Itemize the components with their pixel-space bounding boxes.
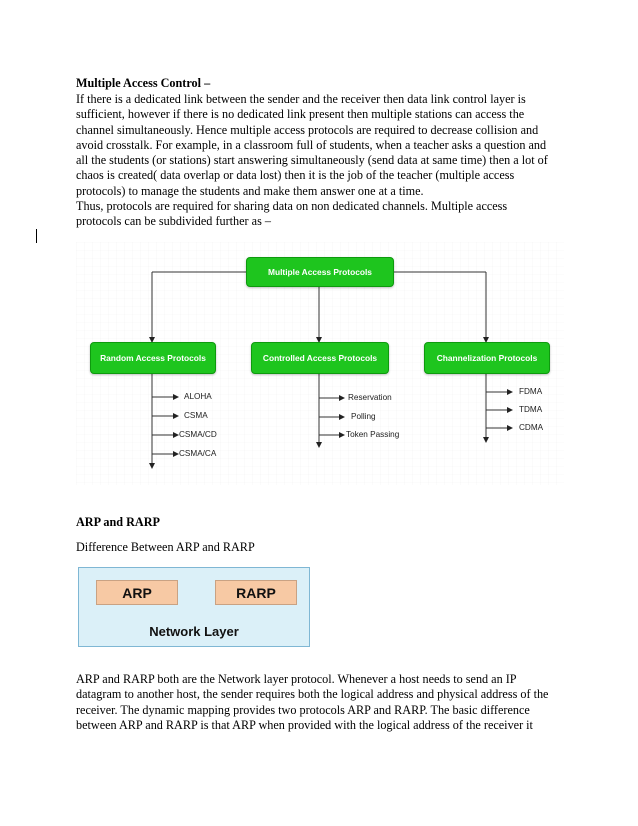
arp-rarp-figure: [78, 567, 310, 647]
mac-line: all the students (or stations) start answering simultaneously (send data at same time) then a lot of: [76, 153, 548, 168]
leaf-polling: Polling: [351, 412, 376, 421]
mac-line: protocols can be subdivided further as –: [76, 214, 271, 229]
rarp-box: RARP: [215, 580, 297, 605]
mac-paragraph: [76, 92, 576, 230]
mac-line: sufficient, however if there is no dedicated link present then multiple stations can access the: [76, 107, 525, 122]
mac-line: chaos is created( data overlap or data lost) then it is the job of the teacher (multiple access: [76, 168, 515, 183]
leaf-tdma: TDMA: [519, 405, 543, 414]
text-cursor: [36, 229, 37, 243]
arp-paragraph: [76, 672, 576, 733]
random-access-box: Random Access Protocols: [90, 342, 216, 374]
leaf-aloha: ALOHA: [184, 392, 212, 401]
arp-subheading: Difference Between ARP and RARP: [76, 540, 255, 554]
leaf-cdma: CDMA: [519, 423, 544, 432]
arp-line: ARP and RARP both are the Network layer protocol. Whenever a host needs to send an IP: [76, 672, 517, 686]
mac-line: avoid crosstalk. For example, in a classroom full of students, when a teacher asks a question and: [76, 137, 547, 152]
arp-line: between ARP and RARP is that ARP when provided with the logical address of the receiver it: [76, 717, 533, 732]
mac-line: protocols) to manage the students and make them answer one at a time.: [76, 183, 424, 198]
root-protocol-box: Multiple Access Protocols: [246, 257, 394, 287]
arp-line: datagram to another host, the sender requires both the logical address and physical address of the: [76, 687, 549, 702]
network-layer-label: Network Layer: [149, 624, 239, 639]
mac-line: If there is a dedicated link between the sender and the receiver then data link control layer is: [76, 92, 526, 106]
leaf-token-passing: Token Passing: [346, 430, 400, 439]
leaf-fdma: FDMA: [519, 387, 543, 396]
controlled-access-box: Controlled Access Protocols: [251, 342, 389, 374]
arp-box: ARP: [96, 580, 178, 605]
section-title-mac: Multiple Access Control –: [76, 76, 211, 90]
leaf-csma-cd: CSMA/CD: [179, 430, 217, 439]
multiple-access-diagram: [76, 242, 564, 485]
leaf-csma-ca: CSMA/CA: [179, 449, 217, 458]
leaf-reservation: Reservation: [348, 393, 392, 402]
arp-line: receiver. The dynamic mapping provides two protocols ARP and RARP. The basic difference: [76, 702, 530, 717]
mac-line: Thus, protocols are required for sharing data on non dedicated channels. Multiple access: [76, 199, 508, 214]
mac-line: channel simultaneously. Hence multiple access protocols are required to decrease collision and: [76, 122, 539, 137]
channelization-box: Channelization Protocols: [424, 342, 550, 374]
leaf-csma: CSMA: [184, 411, 208, 420]
section-title-arp: ARP and RARP: [76, 515, 160, 529]
